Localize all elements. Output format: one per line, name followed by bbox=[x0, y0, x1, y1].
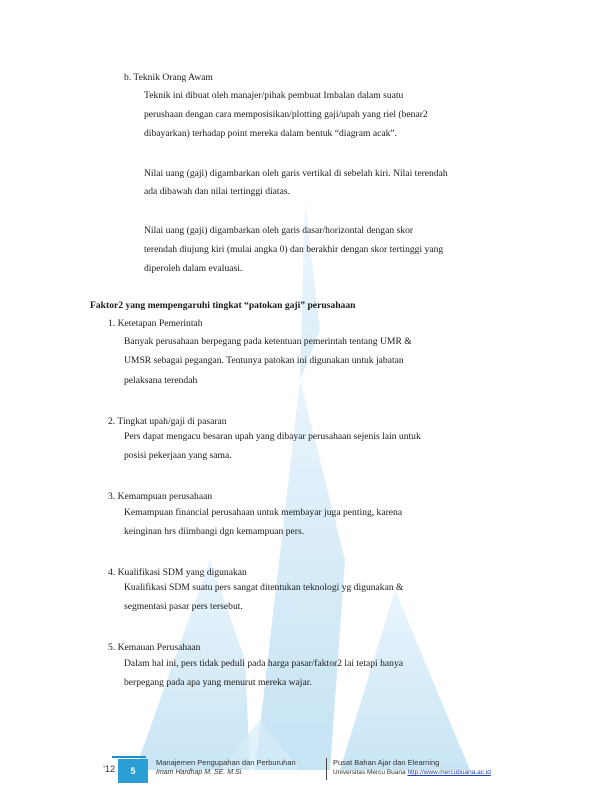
factor-line: pelaksana terendah bbox=[124, 375, 198, 386]
page-footer bbox=[0, 752, 612, 792]
factor-line: UMSR sebagai pegangan. Tentunya patokan ini digunakan untuk jabatan bbox=[124, 355, 404, 366]
footer-url-link[interactable]: http://www.mercubuana.ac.id bbox=[407, 769, 491, 776]
section-b-title: b. Teknik Orang Awam bbox=[124, 72, 213, 83]
factor-title: 2. Tingkat upah/gaji di pasaran bbox=[108, 416, 227, 427]
factor-line: Dalam hal ini, pers tidak peduli pada harga pasar/faktor2 lai tetapi hanya bbox=[124, 658, 404, 669]
factor-title: 5. Kemauan Perusahaan bbox=[108, 642, 201, 653]
paragraph-line: ada dibawah dan nilai tertinggi diatas. bbox=[144, 186, 290, 197]
footer-author: Imam Hardhap M. SE. M.Si. bbox=[156, 769, 244, 776]
footer-divider bbox=[326, 758, 327, 780]
factor-line: keinginan hrs diimbangi dgn kemampuan pers. bbox=[124, 526, 305, 537]
factor-line: segmentasi pasar pers tersebut. bbox=[124, 601, 243, 612]
factor-line: posisi pekerjaan yang sama. bbox=[124, 450, 232, 461]
page-number-badge bbox=[118, 759, 148, 783]
paragraph-line: dibayarkan) terhadap point mereka dalam bentuk “diagram acak”. bbox=[144, 128, 398, 139]
factors-heading: Faktor2 yang mempengaruhi tingkat “patokan gaji” perusahaan bbox=[90, 300, 356, 311]
page-number: 5 bbox=[130, 766, 136, 776]
factor-title: 1. Ketetapan Pemerintah bbox=[108, 318, 203, 329]
footer-course-title: Manajemen Pengupahan dan Perburuhan bbox=[156, 758, 296, 767]
factor-title: 3. Kemampuan perusahaan bbox=[108, 491, 213, 502]
factor-line: Pers dapat mengacu besaran upah yang dibayar perusahaan sejenis lain untuk bbox=[124, 431, 421, 442]
paragraph-line: diperoleh dalam evaluasi. bbox=[144, 263, 243, 274]
factor-line: Kemampuan financial perusahaan untuk membayar juga penting, karena bbox=[124, 507, 403, 518]
footer-center-name: Pusat Bahan Ajar dan Elearning bbox=[333, 758, 440, 767]
factor-title: 4. Kualifikasi SDM yang digunakan bbox=[108, 567, 247, 578]
footer-year: ’12 bbox=[103, 764, 116, 774]
footer-university-line bbox=[333, 769, 491, 776]
paragraph-line: Nilai uang (gaji) digambarkan oleh garis vertikal di sebelah kiri. Nilai terendah bbox=[144, 168, 448, 179]
paragraph-line: Teknik ini dibuat oleh manajer/pihak pembuat Imbalan dalam suatu bbox=[144, 90, 404, 101]
factor-line: Banyak perusahaan berpegang pada ketentuan pemerintah tentang UMR & bbox=[124, 336, 412, 347]
paragraph-line: perushaan dengan cara memposisikan/plotting gaji/upah yang riel (benar2 bbox=[144, 109, 428, 120]
paragraph-line: terendah diujung kiri (mulai angka 0) dan berakhir dengan skor tertinggi yang bbox=[144, 244, 444, 255]
factor-line: berpegang pada apa yang menurut mereka wajar. bbox=[124, 677, 312, 688]
footer-accent-line bbox=[112, 756, 146, 758]
footer-university: Universitas Mercu Buana bbox=[333, 769, 406, 776]
paragraph-line: Nilai uang (gaji) digambarkan oleh garis dasar/horizontal dengan skor bbox=[144, 225, 414, 236]
factor-line: Kualifikasi SDM suatu pers sangat ditentukan teknologi yg digunakan & bbox=[124, 582, 404, 593]
